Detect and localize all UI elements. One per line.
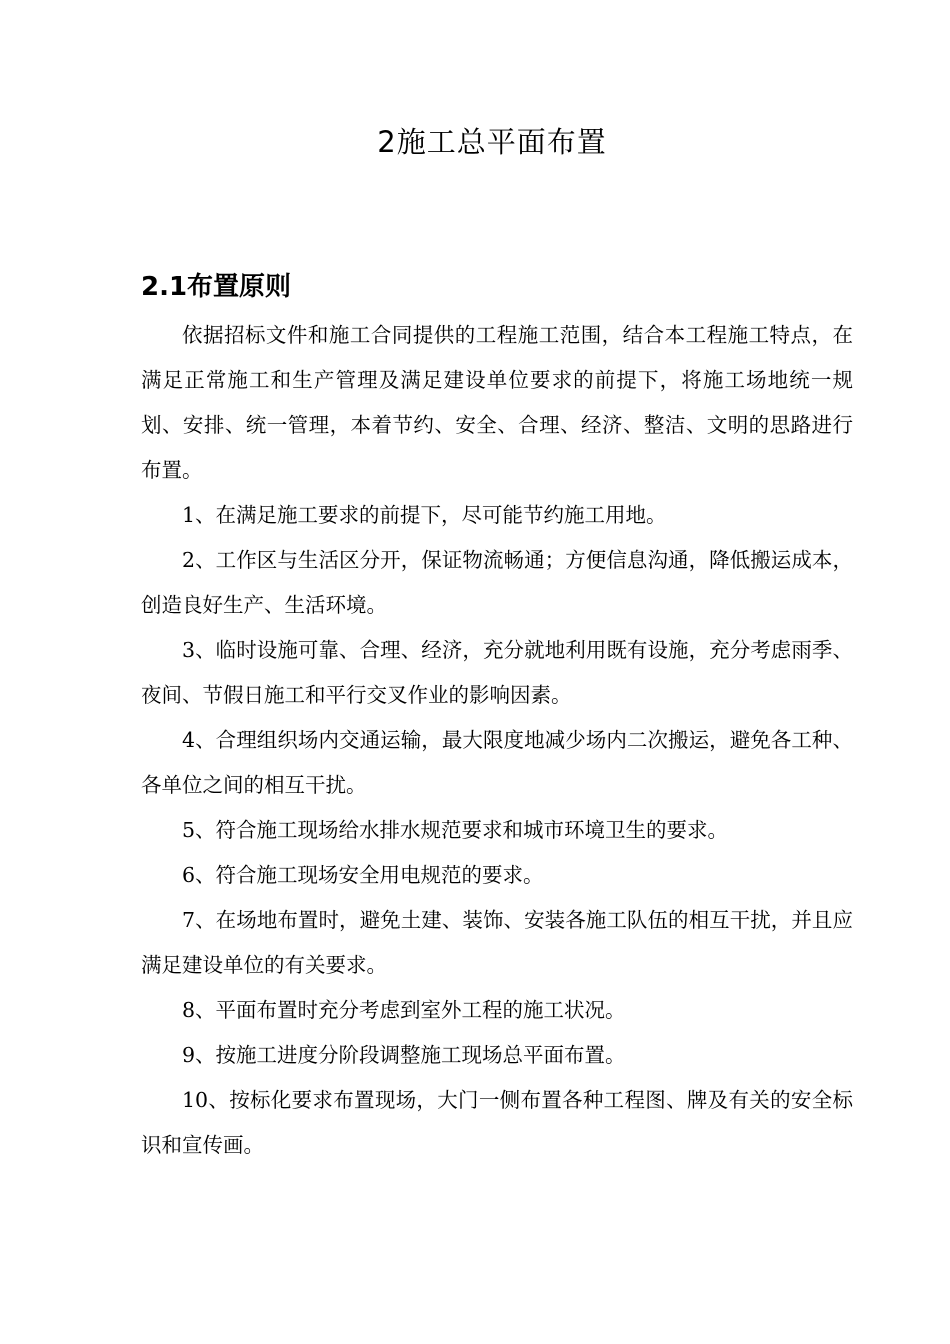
- principle-item-9: 9、按施工进度分阶段调整施工现场总平面布置。: [182, 1043, 626, 1067]
- principle-item-4: 4、合理组织场内交通运输，最大限度地减少场内二次搬运，避免各工种、各单位之间的相互干扰。: [141, 728, 853, 797]
- principle-item-10: 10、按标化要求布置现场，大门一侧布置各种工程图、牌及有关的安全标识和宣传画。: [141, 1088, 853, 1157]
- principle-item-5: 5、符合施工现场给水排水规范要求和城市环境卫生的要求。: [182, 818, 729, 842]
- principle-item-7: 7、在场地布置时，避免土建、装饰、安装各施工队伍的相互干扰，并且应满足建设单位的有关要求。: [141, 908, 853, 977]
- principle-item-2: 2、工作区与生活区分开，保证物流畅通；方便信息沟通，降低搬运成本，创造良好生产、生活环境。: [141, 548, 853, 617]
- principle-item-1: 1、在满足施工要求的前提下，尽可能节约施工用地。: [182, 503, 667, 527]
- document-body: [141, 313, 853, 1168]
- chapter-title: 2施工总平面布置: [377, 125, 607, 159]
- principle-item-8: 8、平面布置时充分考虑到室外工程的施工状况。: [182, 998, 626, 1022]
- principle-item-3: 3、临时设施可靠、合理、经济，充分就地利用既有设施，充分考虑雨季、夜间、节假日施工和平行交叉作业的影响因素。: [141, 638, 853, 707]
- principle-item-6: 6、符合施工现场安全用电规范的要求。: [182, 863, 544, 887]
- intro-paragraph: 依据招标文件和施工合同提供的工程施工范围，结合本工程施工特点，在满足正常施工和生产管理及满足建设单位要求的前提下，将施工场地统一规划、安排、统一管理，本着节约、安全、合理、经济、整洁、文明的思路进行布置。: [141, 323, 853, 482]
- section-heading: 2.1布置原则: [141, 272, 292, 302]
